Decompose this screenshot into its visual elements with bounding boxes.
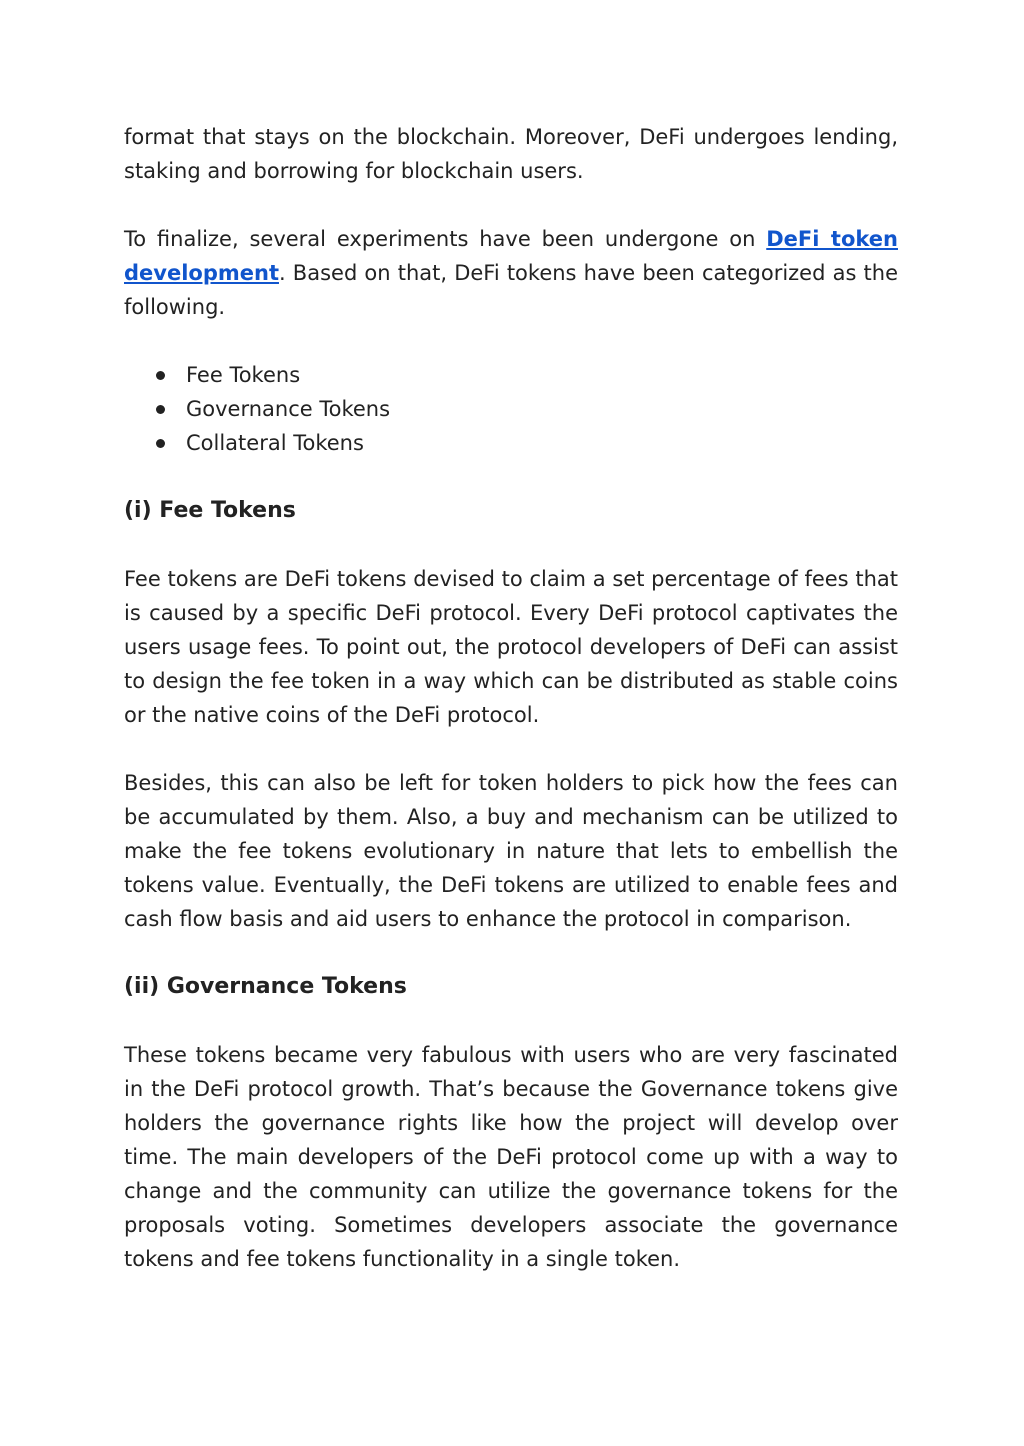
bullet-icon — [156, 371, 165, 380]
heading-governance-tokens: (ii) Governance Tokens — [124, 974, 407, 999]
paragraph-governance-tokens: These tokens became very fabulous with users who are very fascinated in the DeFi protocol growth. That’s because the Governance tokens give holders the governance rights like how the project will develop over time. The main developers of the DeFi protocol come up with a way to change and the community can utilize the governance tokens for the proposals voting. Sometimes developers associate the governance tokens and fee tokens functionality in a single token. — [124, 1043, 898, 1271]
defi-token-development-link[interactable]: DeFi token development — [124, 227, 898, 285]
paragraph-intro: format that stays on the blockchain. Moreover, DeFi undergoes lending, staking and borrowing for blockchain users. — [124, 125, 898, 183]
paragraph-fee-tokens-1: Fee tokens are DeFi tokens devised to claim a set percentage of fees that is caused by a specific DeFi protocol. Every DeFi protocol captivates the users usage fees. To point out, the protocol developers of DeFi can assist to design the fee token in a way which can be distributed as stable coins or the native coins of the DeFi protocol. — [124, 567, 898, 727]
list-item-label: Fee Tokens — [186, 363, 301, 387]
list-item-label: Collateral Tokens — [186, 431, 364, 455]
bullet-icon — [156, 405, 165, 414]
paragraph-finalize-text-start: To finalize, several experiments have been undergone on — [124, 227, 767, 251]
list-item-label: Governance Tokens — [186, 397, 391, 421]
bullet-icon — [156, 439, 165, 448]
document-page — [124, 120, 898, 1310]
paragraph-finalize — [124, 222, 898, 324]
list-item — [156, 426, 898, 460]
paragraph-fee-tokens-2: Besides, this can also be left for token holders to pick how the fees can be accumulated by them. Also, a buy and mechanism can be utilized to make the fee tokens evolutionary in nature that lets to embellish the tokens value. Eventually, the DeFi tokens are utilized to enable fees and cash flow basis and aid users to enhance the protocol in comparison. — [124, 771, 898, 931]
list-item — [156, 358, 898, 392]
list-item — [156, 392, 898, 426]
paragraph-finalize-text-end: . Based on that, DeFi tokens have been categorized as the following. — [124, 261, 898, 319]
heading-fee-tokens: (i) Fee Tokens — [124, 498, 296, 523]
token-category-list — [124, 358, 898, 460]
